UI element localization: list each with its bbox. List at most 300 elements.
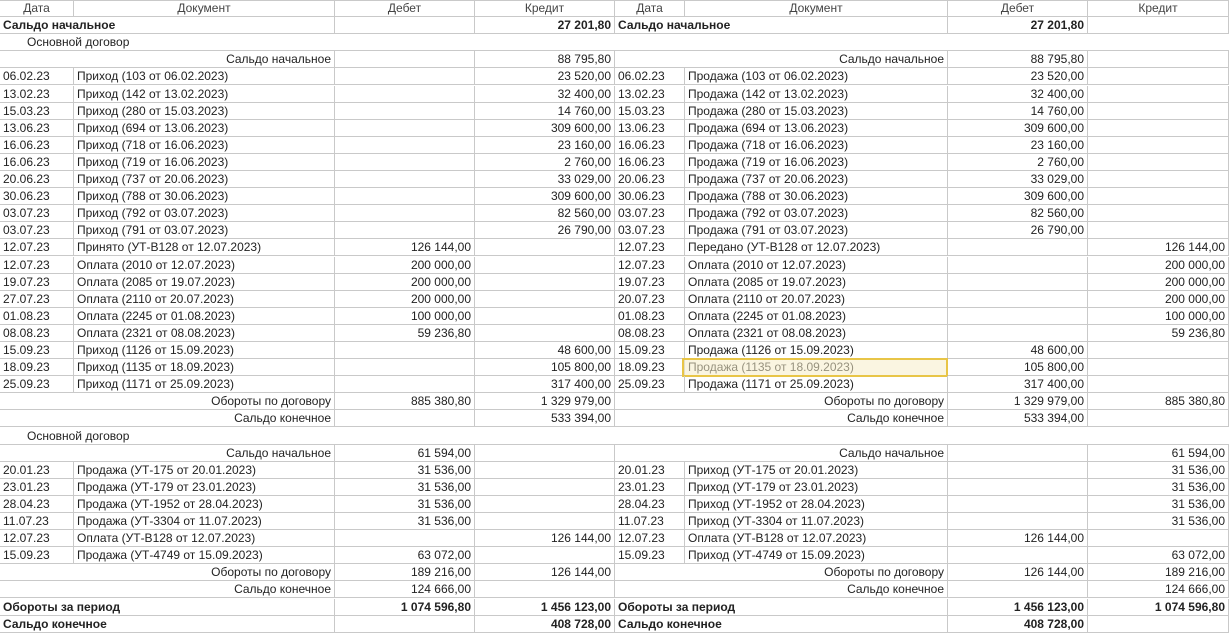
cell-credit-left[interactable] <box>475 513 615 530</box>
cell-credit-right[interactable] <box>1088 86 1229 103</box>
cell-date-right[interactable]: 20.06.23 <box>615 171 685 188</box>
cell-debit-left[interactable]: 100 000,00 <box>335 308 475 325</box>
table-row[interactable] <box>0 291 1229 308</box>
subtotal-label-left[interactable]: Сальдо начальное <box>0 51 335 68</box>
cell-credit-right[interactable]: 885 380,80 <box>1088 393 1229 410</box>
cell-date-left[interactable]: 03.07.23 <box>0 222 74 239</box>
cell-debit-left[interactable] <box>335 376 475 393</box>
column-header-date-left: Дата <box>0 0 74 17</box>
subtotal-label-right[interactable]: Обороты по договору <box>615 393 948 410</box>
cell-date-right[interactable]: 06.02.23 <box>615 68 685 85</box>
cell-document-right[interactable]: Оплата (2110 от 20.07.2023) <box>685 291 948 308</box>
cell-debit-right[interactable] <box>948 239 1088 256</box>
total-label-left[interactable]: Обороты за период <box>0 599 335 616</box>
cell-debit-left[interactable]: 31 536,00 <box>335 496 475 513</box>
cell-credit-right[interactable] <box>1088 17 1229 34</box>
cell-credit-left[interactable] <box>475 496 615 513</box>
cell-debit-left[interactable] <box>335 103 475 120</box>
cell-document-left[interactable]: Принято (УТ-В128 от 12.07.2023) <box>74 239 335 256</box>
cell-date-right[interactable]: 03.07.23 <box>615 222 685 239</box>
cell-date-right[interactable]: 15.03.23 <box>615 103 685 120</box>
cell-date-right[interactable]: 12.07.23 <box>615 257 685 274</box>
table-row[interactable] <box>0 376 1229 393</box>
cell-document-left[interactable]: Приход (1135 от 18.09.2023) <box>74 359 335 376</box>
cell-credit-right[interactable]: 124 666,00 <box>1088 581 1229 598</box>
cell-document-left[interactable]: Приход (719 от 16.06.2023) <box>74 154 335 171</box>
subtotal-row[interactable] <box>0 445 1229 462</box>
subtotal-row[interactable] <box>0 51 1229 68</box>
cell-credit-left[interactable] <box>475 291 615 308</box>
table-row[interactable] <box>0 359 1229 376</box>
cell-document-right[interactable]: Оплата (2085 от 19.07.2023) <box>685 274 948 291</box>
column-header-document-right: Документ <box>685 0 948 17</box>
cell-credit-right[interactable] <box>1088 51 1229 68</box>
cell-debit-right[interactable]: 23 160,00 <box>948 137 1088 154</box>
cell-document-left[interactable]: Приход (103 от 06.02.2023) <box>74 68 335 85</box>
contract-group-header[interactable] <box>0 34 1229 51</box>
cell-date-left[interactable]: 15.03.23 <box>0 103 74 120</box>
cell-credit-left[interactable] <box>475 462 615 479</box>
cell-debit-left[interactable] <box>335 222 475 239</box>
cell-credit-right[interactable] <box>1088 154 1229 171</box>
contract-group-header[interactable] <box>0 428 1229 445</box>
cell-date-right[interactable]: 12.07.23 <box>615 530 685 547</box>
cell-debit-left[interactable]: 31 536,00 <box>335 479 475 496</box>
cell-debit-right[interactable]: 88 795,80 <box>948 51 1088 68</box>
cell-credit-left[interactable]: 23 520,00 <box>475 68 615 85</box>
cell-credit-right[interactable] <box>1088 188 1229 205</box>
cell-credit-right[interactable] <box>1088 68 1229 85</box>
cell-date-left[interactable]: 06.02.23 <box>0 68 74 85</box>
contract-name: Основной договор <box>0 428 1229 445</box>
cell-debit-right[interactable]: 126 144,00 <box>948 564 1088 581</box>
total-label-left[interactable]: Сальдо начальное <box>0 17 335 34</box>
subtotal-label-left[interactable]: Сальдо конечное <box>0 410 335 427</box>
cell-debit-left[interactable]: 31 536,00 <box>335 462 475 479</box>
table-row[interactable] <box>0 513 1229 530</box>
table-row[interactable] <box>0 462 1229 479</box>
cell-document-right[interactable]: Оплата (2321 от 08.08.2023) <box>685 325 948 342</box>
table-row[interactable] <box>0 547 1229 564</box>
cell-date-right[interactable]: 23.01.23 <box>615 479 685 496</box>
cell-date-right[interactable]: 18.09.23 <box>615 359 685 376</box>
cell-debit-left[interactable]: 885 380,80 <box>335 393 475 410</box>
cell-document-left[interactable]: Оплата (УТ-В128 от 12.07.2023) <box>74 530 335 547</box>
table-row[interactable] <box>0 188 1229 205</box>
cell-debit-right[interactable]: 309 600,00 <box>948 120 1088 137</box>
column-header-credit-right: Кредит <box>1088 0 1229 17</box>
subtotal-row[interactable] <box>0 581 1229 598</box>
cell-document-left[interactable]: Продажа (УТ-1952 от 28.04.2023) <box>74 496 335 513</box>
cell-debit-left[interactable] <box>335 86 475 103</box>
cell-credit-right[interactable] <box>1088 222 1229 239</box>
cell-credit-right[interactable] <box>1088 171 1229 188</box>
cell-date-right[interactable]: 16.06.23 <box>615 154 685 171</box>
cell-date-left[interactable]: 16.06.23 <box>0 154 74 171</box>
cell-debit-right[interactable]: 1 456 123,00 <box>948 599 1088 616</box>
cell-document-left[interactable]: Продажа (УТ-3304 от 11.07.2023) <box>74 513 335 530</box>
cell-date-left[interactable]: 20.06.23 <box>0 171 74 188</box>
cell-debit-right[interactable]: 32 400,00 <box>948 86 1088 103</box>
cell-credit-right[interactable] <box>1088 410 1229 427</box>
cell-debit-right[interactable] <box>948 291 1088 308</box>
cell-credit-left[interactable]: 27 201,80 <box>475 17 615 34</box>
cell-credit-left[interactable] <box>475 479 615 496</box>
cell-date-left[interactable]: 08.08.23 <box>0 325 74 342</box>
cell-debit-left[interactable] <box>335 68 475 85</box>
cell-date-right[interactable]: 13.02.23 <box>615 86 685 103</box>
cell-document-left[interactable]: Приход (788 от 30.06.2023) <box>74 188 335 205</box>
cell-document-right[interactable]: Продажа (718 от 16.06.2023) <box>685 137 948 154</box>
cell-credit-right[interactable] <box>1088 137 1229 154</box>
cell-date-left[interactable]: 20.01.23 <box>0 462 74 479</box>
subtotal-label-right[interactable]: Сальдо конечное <box>615 581 948 598</box>
table-row[interactable] <box>0 86 1229 103</box>
cell-debit-left[interactable] <box>335 530 475 547</box>
cell-document-right[interactable]: Продажа (788 от 30.06.2023) <box>685 188 948 205</box>
cell-credit-left[interactable] <box>475 308 615 325</box>
cell-date-right[interactable]: 19.07.23 <box>615 274 685 291</box>
cell-document-right[interactable]: Продажа (791 от 03.07.2023) <box>685 222 948 239</box>
table-row[interactable] <box>0 205 1229 222</box>
cell-date-right[interactable]: 01.08.23 <box>615 308 685 325</box>
table-row[interactable] <box>0 342 1229 359</box>
cell-credit-left[interactable] <box>475 239 615 256</box>
table-row[interactable] <box>0 120 1229 137</box>
cell-credit-left[interactable] <box>475 274 615 291</box>
cell-document-left[interactable]: Оплата (2085 от 19.07.2023) <box>74 274 335 291</box>
cell-document-right[interactable]: Приход (УТ-175 от 20.01.2023) <box>685 462 948 479</box>
cell-document-left[interactable]: Приход (280 от 15.03.2023) <box>74 103 335 120</box>
column-header-debit-right: Дебет <box>948 0 1088 17</box>
cell-debit-left[interactable] <box>335 120 475 137</box>
table-row[interactable] <box>0 222 1229 239</box>
cell-credit-left[interactable]: 317 400,00 <box>475 376 615 393</box>
cell-date-left[interactable]: 11.07.23 <box>0 513 74 530</box>
cell-debit-right[interactable]: 126 144,00 <box>948 530 1088 547</box>
table-row[interactable] <box>0 103 1229 120</box>
cell-document-right[interactable]: Приход (УТ-4749 от 15.09.2023) <box>685 547 948 564</box>
cell-debit-right[interactable]: 309 600,00 <box>948 188 1088 205</box>
cell-date-right[interactable]: 11.07.23 <box>615 513 685 530</box>
cell-debit-left[interactable] <box>335 342 475 359</box>
cell-debit-right[interactable]: 14 760,00 <box>948 103 1088 120</box>
column-header-debit-left: Дебет <box>335 0 475 17</box>
cell-debit-left[interactable] <box>335 410 475 427</box>
cell-document-right[interactable]: Оплата (УТ-В128 от 12.07.2023) <box>685 530 948 547</box>
cell-date-left[interactable]: 18.09.23 <box>0 359 74 376</box>
cell-credit-right[interactable] <box>1088 359 1229 376</box>
cell-debit-left[interactable] <box>335 188 475 205</box>
subtotal-label-left[interactable]: Сальдо конечное <box>0 581 335 598</box>
total-row[interactable] <box>0 17 1229 34</box>
cell-credit-left[interactable]: 1 456 123,00 <box>475 599 615 616</box>
cell-credit-right[interactable]: 126 144,00 <box>1088 239 1229 256</box>
cell-date-left[interactable]: 12.07.23 <box>0 530 74 547</box>
cell-credit-left[interactable]: 48 600,00 <box>475 342 615 359</box>
cell-credit-right[interactable] <box>1088 616 1229 633</box>
cell-debit-left[interactable]: 59 236,80 <box>335 325 475 342</box>
cell-date-right[interactable]: 13.06.23 <box>615 120 685 137</box>
cell-credit-left[interactable]: 105 800,00 <box>475 359 615 376</box>
subtotal-label-right[interactable]: Обороты по договору <box>615 564 948 581</box>
cell-debit-right[interactable]: 1 329 979,00 <box>948 393 1088 410</box>
cell-date-right[interactable]: 25.09.23 <box>615 376 685 393</box>
cell-credit-left[interactable]: 126 144,00 <box>475 530 615 547</box>
cell-credit-right[interactable]: 31 536,00 <box>1088 462 1229 479</box>
cell-document-right[interactable]: Приход (УТ-179 от 23.01.2023) <box>685 479 948 496</box>
cell-credit-left[interactable]: 533 394,00 <box>475 410 615 427</box>
cell-debit-right[interactable]: 317 400,00 <box>948 376 1088 393</box>
cell-debit-left[interactable]: 63 072,00 <box>335 547 475 564</box>
cell-credit-right[interactable] <box>1088 530 1229 547</box>
cell-document-left[interactable]: Приход (737 от 20.06.2023) <box>74 171 335 188</box>
column-header-document-left: Документ <box>74 0 335 17</box>
cell-document-left[interactable]: Продажа (УТ-179 от 23.01.2023) <box>74 479 335 496</box>
cell-credit-right[interactable]: 61 594,00 <box>1088 445 1229 462</box>
cell-debit-left[interactable] <box>335 205 475 222</box>
cell-credit-right[interactable] <box>1088 103 1229 120</box>
cell-credit-left[interactable]: 2 760,00 <box>475 154 615 171</box>
cell-document-right[interactable]: Оплата (2010 от 12.07.2023) <box>685 257 948 274</box>
table-row[interactable] <box>0 137 1229 154</box>
cell-debit-right[interactable] <box>948 325 1088 342</box>
cell-debit-left[interactable]: 200 000,00 <box>335 257 475 274</box>
cell-date-right[interactable]: 30.06.23 <box>615 188 685 205</box>
cell-date-left[interactable]: 25.09.23 <box>0 376 74 393</box>
cell-debit-right[interactable]: 48 600,00 <box>948 342 1088 359</box>
cell-date-left[interactable]: 16.06.23 <box>0 137 74 154</box>
cell-debit-right[interactable]: 408 728,00 <box>948 616 1088 633</box>
table-row[interactable] <box>0 325 1229 342</box>
cell-document-right[interactable]: Продажа (1171 от 25.09.2023) <box>685 376 948 393</box>
cell-date-left[interactable]: 27.07.23 <box>0 291 74 308</box>
subtotal-label-left[interactable]: Сальдо начальное <box>0 445 335 462</box>
cell-debit-left[interactable] <box>335 616 475 633</box>
cell-debit-left[interactable]: 31 536,00 <box>335 513 475 530</box>
cell-credit-left[interactable]: 32 400,00 <box>475 86 615 103</box>
cell-credit-right[interactable]: 200 000,00 <box>1088 257 1229 274</box>
cell-document-right[interactable]: Продажа (792 от 03.07.2023) <box>685 205 948 222</box>
cell-credit-right[interactable]: 31 536,00 <box>1088 513 1229 530</box>
table-row[interactable] <box>0 479 1229 496</box>
cell-document-right[interactable]: Приход (УТ-3304 от 11.07.2023) <box>685 513 948 530</box>
cell-credit-left[interactable]: 23 160,00 <box>475 137 615 154</box>
cell-date-left[interactable]: 12.07.23 <box>0 257 74 274</box>
cell-debit-left[interactable] <box>335 171 475 188</box>
cell-debit-left[interactable]: 200 000,00 <box>335 291 475 308</box>
cell-document-right[interactable]: Продажа (1126 от 15.09.2023) <box>685 342 948 359</box>
column-header-date-right: Дата <box>615 0 685 17</box>
subtotal-row[interactable] <box>0 410 1229 427</box>
cell-credit-left[interactable]: 33 029,00 <box>475 171 615 188</box>
cell-date-left[interactable]: 23.01.23 <box>0 479 74 496</box>
cell-date-left[interactable]: 30.06.23 <box>0 188 74 205</box>
cell-credit-right[interactable]: 100 000,00 <box>1088 308 1229 325</box>
cell-date-left[interactable]: 12.07.23 <box>0 239 74 256</box>
table-row[interactable] <box>0 308 1229 325</box>
cell-date-right[interactable]: 28.04.23 <box>615 496 685 513</box>
table-row[interactable] <box>0 154 1229 171</box>
cell-date-right[interactable]: 16.06.23 <box>615 137 685 154</box>
cell-debit-right[interactable]: 23 520,00 <box>948 68 1088 85</box>
cell-credit-left[interactable]: 82 560,00 <box>475 205 615 222</box>
cell-document-right[interactable]: Продажа (103 от 06.02.2023) <box>685 68 948 85</box>
table-row[interactable] <box>0 257 1229 274</box>
cell-debit-left[interactable]: 124 666,00 <box>335 581 475 598</box>
cell-document-right[interactable]: Продажа (142 от 13.02.2023) <box>685 86 948 103</box>
cell-date-left[interactable]: 01.08.23 <box>0 308 74 325</box>
cell-credit-left[interactable] <box>475 581 615 598</box>
cell-credit-left[interactable]: 88 795,80 <box>475 51 615 68</box>
cell-date-right[interactable]: 15.09.23 <box>615 547 685 564</box>
cell-document-left[interactable]: Оплата (2010 от 12.07.2023) <box>74 257 335 274</box>
total-row[interactable] <box>0 616 1229 633</box>
cell-credit-right[interactable] <box>1088 342 1229 359</box>
cell-debit-left[interactable] <box>335 51 475 68</box>
cell-credit-left[interactable]: 26 790,00 <box>475 222 615 239</box>
cell-document-right[interactable]: Продажа (694 от 13.06.2023) <box>685 120 948 137</box>
subtotal-row[interactable] <box>0 393 1229 410</box>
cell-debit-right[interactable] <box>948 445 1088 462</box>
cell-credit-right[interactable]: 200 000,00 <box>1088 291 1229 308</box>
cell-debit-left[interactable]: 61 594,00 <box>335 445 475 462</box>
cell-credit-right[interactable] <box>1088 205 1229 222</box>
cell-debit-right[interactable]: 27 201,80 <box>948 17 1088 34</box>
table-row[interactable] <box>0 530 1229 547</box>
cell-debit-left[interactable] <box>335 154 475 171</box>
cell-date-left[interactable]: 15.09.23 <box>0 342 74 359</box>
table-row[interactable] <box>0 274 1229 291</box>
cell-date-left[interactable]: 15.09.23 <box>0 547 74 564</box>
cell-debit-right[interactable] <box>948 547 1088 564</box>
cell-credit-left[interactable]: 14 760,00 <box>475 103 615 120</box>
cell-date-left[interactable]: 13.02.23 <box>0 86 74 103</box>
cell-credit-right[interactable]: 59 236,80 <box>1088 325 1229 342</box>
total-label-right[interactable]: Обороты за период <box>615 599 948 616</box>
cell-document-right[interactable]: Оплата (2245 от 01.08.2023) <box>685 308 948 325</box>
cell-debit-left[interactable]: 200 000,00 <box>335 274 475 291</box>
subtotal-label-left[interactable]: Обороты по договору <box>0 393 335 410</box>
cell-credit-right[interactable] <box>1088 120 1229 137</box>
cell-document-left[interactable]: Оплата (2110 от 20.07.2023) <box>74 291 335 308</box>
table-row[interactable] <box>0 68 1229 85</box>
cell-credit-right[interactable]: 189 216,00 <box>1088 564 1229 581</box>
table-row[interactable] <box>0 496 1229 513</box>
total-label-left[interactable]: Сальдо конечное <box>0 616 335 633</box>
cell-date-right[interactable]: 08.08.23 <box>615 325 685 342</box>
cell-document-left[interactable]: Оплата (2245 от 01.08.2023) <box>74 308 335 325</box>
cell-credit-right[interactable]: 63 072,00 <box>1088 547 1229 564</box>
cell-debit-right[interactable] <box>948 462 1088 479</box>
cell-credit-left[interactable] <box>475 325 615 342</box>
cell-credit-right[interactable]: 31 536,00 <box>1088 496 1229 513</box>
cell-debit-left[interactable]: 189 216,00 <box>335 564 475 581</box>
cell-credit-left[interactable]: 408 728,00 <box>475 616 615 633</box>
cell-credit-right[interactable] <box>1088 376 1229 393</box>
cell-credit-left[interactable]: 309 600,00 <box>475 120 615 137</box>
cell-credit-left[interactable]: 1 329 979,00 <box>475 393 615 410</box>
contract-name: Основной договор <box>0 34 1229 51</box>
cell-debit-right[interactable] <box>948 479 1088 496</box>
cell-debit-right[interactable]: 105 800,00 <box>948 359 1088 376</box>
cell-document-left[interactable]: Приход (1126 от 15.09.2023) <box>74 342 335 359</box>
cell-document-left[interactable]: Оплата (2321 от 08.08.2023) <box>74 325 335 342</box>
cell-document-left[interactable]: Продажа (УТ-4749 от 15.09.2023) <box>74 547 335 564</box>
cell-debit-right[interactable] <box>948 513 1088 530</box>
cell-debit-right[interactable]: 33 029,00 <box>948 171 1088 188</box>
cell-date-right[interactable]: 03.07.23 <box>615 205 685 222</box>
cell-document-right[interactable]: Продажа (280 от 15.03.2023) <box>685 103 948 120</box>
cell-credit-right[interactable]: 31 536,00 <box>1088 479 1229 496</box>
cell-credit-left[interactable]: 126 144,00 <box>475 564 615 581</box>
table-row[interactable] <box>0 239 1229 256</box>
cell-debit-left[interactable] <box>335 137 475 154</box>
subtotal-label-right[interactable]: Сальдо конечное <box>615 410 948 427</box>
table-row[interactable] <box>0 171 1229 188</box>
cell-credit-left[interactable] <box>475 257 615 274</box>
cell-credit-left[interactable] <box>475 547 615 564</box>
cell-debit-right[interactable]: 26 790,00 <box>948 222 1088 239</box>
cell-document-right[interactable]: Продажа (719 от 16.06.2023) <box>685 154 948 171</box>
cell-document-right[interactable]: Приход (УТ-1952 от 28.04.2023) <box>685 496 948 513</box>
cell-debit-right[interactable]: 2 760,00 <box>948 154 1088 171</box>
cell-document-left[interactable]: Приход (718 от 16.06.2023) <box>74 137 335 154</box>
cell-debit-right[interactable] <box>948 308 1088 325</box>
cell-debit-right[interactable]: 82 560,00 <box>948 205 1088 222</box>
cell-date-right[interactable]: 12.07.23 <box>615 239 685 256</box>
cell-document-left[interactable]: Продажа (УТ-175 от 20.01.2023) <box>74 462 335 479</box>
cell-credit-right[interactable]: 1 074 596,80 <box>1088 599 1229 616</box>
cell-document-left[interactable]: Приход (791 от 03.07.2023) <box>74 222 335 239</box>
cell-date-right[interactable]: 20.01.23 <box>615 462 685 479</box>
cell-date-left[interactable]: 28.04.23 <box>0 496 74 513</box>
cell-document-left[interactable]: Приход (1171 от 25.09.2023) <box>74 376 335 393</box>
cell-document-right[interactable]: Продажа (737 от 20.06.2023) <box>685 171 948 188</box>
cell-credit-left[interactable] <box>475 445 615 462</box>
cell-date-right[interactable]: 20.07.23 <box>615 291 685 308</box>
cell-document-right[interactable]: Передано (УТ-В128 от 12.07.2023) <box>685 239 948 256</box>
subtotal-label-right[interactable]: Сальдо начальное <box>615 51 948 68</box>
cell-date-left[interactable]: 19.07.23 <box>0 274 74 291</box>
subtotal-label-left[interactable]: Обороты по договору <box>0 564 335 581</box>
total-label-right[interactable]: Сальдо конечное <box>615 616 948 633</box>
cell-debit-right[interactable] <box>948 496 1088 513</box>
cell-debit-left[interactable] <box>335 17 475 34</box>
total-row[interactable] <box>0 599 1229 616</box>
subtotal-row[interactable] <box>0 564 1229 581</box>
cell-debit-right[interactable] <box>948 257 1088 274</box>
total-label-right[interactable]: Сальдо начальное <box>615 17 948 34</box>
cell-credit-left[interactable]: 309 600,00 <box>475 188 615 205</box>
cell-credit-right[interactable]: 200 000,00 <box>1088 274 1229 291</box>
cell-debit-right[interactable]: 533 394,00 <box>948 410 1088 427</box>
cell-debit-left[interactable]: 1 074 596,80 <box>335 599 475 616</box>
cell-debit-left[interactable] <box>335 359 475 376</box>
cell-document-left[interactable]: Приход (792 от 03.07.2023) <box>74 205 335 222</box>
cell-debit-left[interactable]: 126 144,00 <box>335 239 475 256</box>
cell-date-left[interactable]: 13.06.23 <box>0 120 74 137</box>
cell-debit-right[interactable] <box>948 581 1088 598</box>
cell-date-left[interactable]: 03.07.23 <box>0 205 74 222</box>
column-header-credit-left: Кредит <box>475 0 615 17</box>
table-top-border <box>0 0 1229 1</box>
subtotal-label-right[interactable]: Сальдо начальное <box>615 445 948 462</box>
cell-date-right[interactable]: 15.09.23 <box>615 342 685 359</box>
cell-document-left[interactable]: Приход (694 от 13.06.2023) <box>74 120 335 137</box>
cell-debit-right[interactable] <box>948 274 1088 291</box>
cell-document-left[interactable]: Приход (142 от 13.02.2023) <box>74 86 335 103</box>
